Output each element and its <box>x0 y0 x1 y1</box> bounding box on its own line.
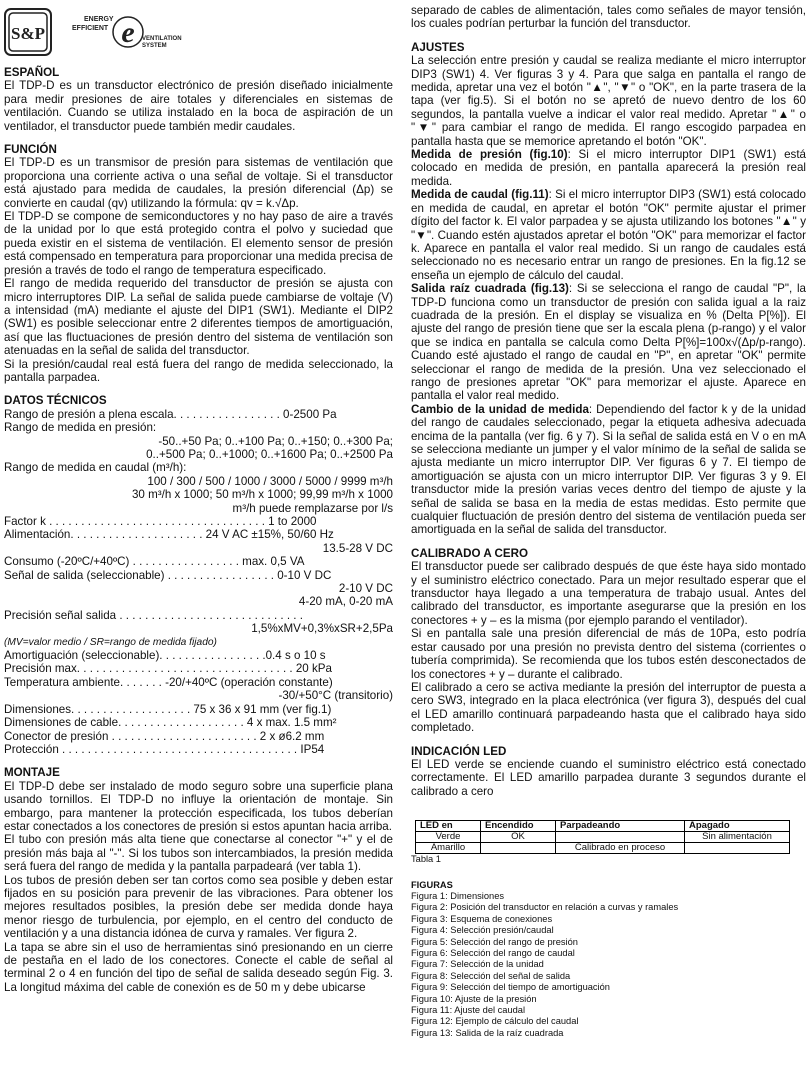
figure-item: Figura 7: Selección de la unidad <box>411 959 544 970</box>
text-salida-raiz: : Si se selecciona el rango de caudal "P", la TDP-D funciona como un transductor de presión con salida igual a la raiz cuadrada de la presión. En el display se visualiza en % (Delta P[%]). El ajuste del rango de presión tiene que ser la escala plena (p-rango) y el valor que se indica en pantalla se calcula como Delta P[%]=100x√(Δp/p-rango). Cuando esté ajustado el rango de caudal en "P", en apretar "OK" permite seleccionar el rango de medida de la presión. Una vez seleccionado el rango de presiones apretar "OK" para memorizar el ajuste. Aparece en pantalla el valor real medido. <box>411 282 806 403</box>
spec-flow-ranges-label: Rango de medida en caudal (m³/h): <box>4 461 187 475</box>
led-table-header-cell: Apagado <box>685 821 790 832</box>
led-table-header-cell: Encendido <box>481 821 556 832</box>
spec-power-ac: Alimentación. . . . . . . . . . . . . . . . . . . . . 24 V AC ±15%, 50/60 Hz <box>4 528 334 542</box>
spec-ambient-temp: Temperatura ambiente. . . . . . . -20/+40ºC (operación constante) <box>4 675 333 689</box>
led-table <box>415 820 790 854</box>
figure-item: Figura 13: Salida de la raíz cuadrada <box>411 1027 564 1038</box>
spec-flow-ranges-b: 30 m³/h x 1000; 50 m³/h x 1000; 99,99 m³/h x 1000 <box>131 488 393 502</box>
spec-power-dc: 13.5-28 V DC <box>322 541 393 555</box>
table-cell: Sin alimentación <box>685 832 790 843</box>
led-table-header <box>416 821 790 832</box>
led-table-header-cell: Parpadeando <box>556 821 685 832</box>
spec-cable: Dimensiones de cable. . . . . . . . . . . . . . . . . . . . 4 x max. 1.5 mm² <box>4 716 337 730</box>
table-row <box>416 843 790 854</box>
figure-item: Figura 11: Ajuste del caudal <box>411 1005 526 1016</box>
spec-output-signal: Señal de salida (seleccionable) . . . . . . . . . . . . . . . . . 0-10 V DC <box>4 568 332 582</box>
text-medida-presion: : Si el micro interruptor DIP1 (SW1) está colocado en medida de presión, en pantalla aparecerá la presión real medida. <box>411 148 806 188</box>
label-medida-presion: Medida de presión (fig.10) <box>411 148 568 162</box>
table-cell: Amarillo <box>416 843 481 854</box>
section-title-ajustes: AJUSTES <box>411 40 465 54</box>
paragraph-funcion-2: El TDP-D se compone de semiconductores y no hay paso de aire a través de la unidad por lo que está protegido contra el polvo y suciedad que pueda existir en el sistema de ventilación. El elemento sensor de presión está compensado en temperatura para proporcionar una medida precisa de presión a través de todo el rango de temperatura especificado. <box>4 210 393 277</box>
spec-pressure-ranges-b: 0..+500 Pa; 0..+1000; 0..+1600 Pa; 0..+2500 Pa <box>146 447 393 461</box>
table-row <box>416 832 790 843</box>
logo-brand-text: S&P <box>11 24 45 43</box>
spec-accuracy-value: 1,5%xMV+0,3%xSR+2,5Pa <box>251 622 393 636</box>
paragraph-montaje-4: La tapa se abre sin el uso de herramientas sinó presionando en un cierre de pestaña en el lado de los conectores. Conecte el cable de señal al terminal 2 o 4 en función del tipo de señal de salida deseado según Fig. 3. La longitud máxima del cable de conexión es de 50 m y debe ubicarse <box>4 940 393 994</box>
figure-item: Figura 9: Selección del tiempo de amortiguación <box>411 982 610 993</box>
spec-pressure-ranges-a: -50..+50 Pa; 0..+100 Pa; 0..+150; 0..+300 Pa; <box>158 434 393 448</box>
spec-output-signal-3: 4-20 mA, 0-20 mA <box>298 595 393 609</box>
figure-item: Figura 12: Ejemplo de cálculo del caudal <box>411 1016 579 1027</box>
text-cambio-unidad: : Dependiendo del factor k y de la unidad del rango de caudales seleccionado, pegar la etiqueta adhesiva adecuada encima de la pantalla (ver fig. 6 y 7). Si la señal de salida está en V o en mA se selecciona mediante un jumper y el valor mínimo de la señal de salida se ajusta mediante un micro interruptor DIP. Ver figuras 6 y 7. El tiempo de amortiguación se ajusta con un micro interruptor DIP. Ver figuras 3 y 9. El transductor mide la presión varias veces dentro del tiempo de ajuste y la señal de salida se basa en la media de estas medidas. Esto permite que cualquier fluctuación de presión dentro del sistema de ventilación pueda ser amortiguada en la señal de salida del transductor. <box>411 402 807 537</box>
spec-pressure-range: Rango de presión a plena escala. . . . . . . . . . . . . . . . . 0-2500 Pa <box>4 407 337 421</box>
section-title-espanol: ESPAÑOL <box>4 66 60 79</box>
section-title-montaje: MONTAJE <box>4 766 60 780</box>
paragraph-continuation: separado de cables de alimentación, tales como señales de mayor tensión, los cuales podrían perturbar la función del transductor. <box>411 4 806 31</box>
logo-line1: ENERGY <box>84 16 114 23</box>
spec-max-pressure: Precisión max. . . . . . . . . . . . . . . . . . . . . . . . . . . . . . . . . . 20 kPa <box>4 662 332 676</box>
label-salida-raiz: Salida raíz cuadrada (fig.13) <box>411 282 569 296</box>
paragraph-ajustes-1: La selección entre presión y caudal se realiza mediante el micro interruptor DIP3 (SW1) 4. Ver figuras 3 y 4. Para que salga en pantalla el rango de medida, apretar una vez el botón "▲", "▼" o "OK", en la parte trasera de la tapa (ver fig.5). Si el botón no se apretó de nuevo dentro de los 60 segundos, la pantalla vuelve a indicar el valor real medido. Apretar "▲" o "▼" para cambiar el rango de medida. El rango escogido parpadea en pantalla hasta que se memorice apretando el botón "OK". <box>411 54 806 148</box>
section-title-calibrado: CALIBRADO A CERO <box>411 546 529 560</box>
figure-item: Figura 1: Dimensiones <box>411 890 505 901</box>
paragraph-funcion-4: Si la presión/caudal real está fuera del rango de medida seleccionado, la pantalla parpadea. <box>4 357 393 384</box>
paragraph-calibrado-1: El transductor puede ser calibrado después de que éste haya sido montado y el suministro eléctrico conectado. Para un mejor resultado esperar que el transductor haya llegado a una temperatura de trabajo usual. Antes del calibrado del transductor, es importante asegurarse que la presión en los conectores + y – es la misma (por ejemplo parando el ventilador). <box>411 560 806 627</box>
paragraph-intro: El TDP-D es un transductor electrónico de presión diseñado inicialmente para medir presiones de aire totales y diferenciales en sistemas de ventilación. Cuando se utiliza instalado en la boca de aspiración de un ventilador, el transductor puede también medir caudales. <box>4 79 393 133</box>
section-title-led: INDICACIÓN LED <box>411 744 507 758</box>
left-column <box>4 66 393 994</box>
label-cambio-unidad: Cambio de la unidad de medida <box>411 402 589 416</box>
paragraph-funcion-3: El rango de medida requerido del transductor de presión se ajusta con micro interruptores DIP. La señal de salida puede cambiarse de voltaje (V) a intensidad (mA) mediante el ajuste del DIP1 (SW1). Mediante el DIP2 (SW1) es posible seleccionar entre 2 diferentes tiempos de amortiguación, así que las fluctuaciones de presión dentro del sistema de ventilación son atenuadas en la señal de salida del transductor. <box>4 277 393 358</box>
spec-consumption: Consumo (-20ºC/+40ºC) . . . . . . . . . . . . . . . . . max. 0,5 VA <box>4 555 305 569</box>
spec-ambient-temp-transient: -30/+50°C (transitorio) <box>278 689 393 703</box>
figure-item: Figura 4: Selección presión/caudal <box>411 925 554 936</box>
spec-output-signal-2: 2-10 V DC <box>338 582 393 596</box>
spec-damping: Amortiguación (seleccionable). . . . . . . . . . . . . . . . .0.4 s o 10 s <box>4 649 326 663</box>
spec-flow-ranges-c: m³/h puede remplazarse por l/s <box>232 501 393 515</box>
label-medida-caudal: Medida de caudal (fig.11) <box>411 188 549 202</box>
spec-connector: Conector de presión . . . . . . . . . . . . . . . . . . . . . . . 2 x ø6.2 mm <box>4 729 325 743</box>
table-cell <box>481 843 556 854</box>
paragraph-calibrado-2: Si en pantalla sale una presión diferencial de más de 10Pa, esto podría estar causado por una presión no prevista dentro del sistema (corrientes o tubería comprimida). Se recomienda que los tubos estén desconectados de los conectores + y – durante el calibrado. <box>411 627 806 681</box>
figure-item: Figura 2: Posición del transductor en relación a curvas y ramales <box>411 902 679 913</box>
figure-item: Figura 6: Selección del rango de caudal <box>411 948 575 958</box>
logo-line3: VENTILATION <box>142 36 182 42</box>
spec-dimensions: Dimensiones. . . . . . . . . . . . . . . . . . . 75 x 36 x 91 mm (ver fig.1) <box>4 702 332 716</box>
paragraph-medida-caudal <box>411 188 806 282</box>
section-title-figuras: FIGURAS <box>411 879 453 890</box>
paragraph-medida-presion <box>411 148 806 188</box>
figure-item: Figura 3: Esquema de conexiones <box>411 913 553 924</box>
paragraph-cambio-unidad <box>411 403 806 537</box>
paragraph-funcion-1: El TDP-D es un transmisor de presión para sistemas de ventilación que proporciona una corriente activa o una señal de voltaje. Si el transductor está ajustado para medida de caudales, la presión diferencial (Δp) se convierte en caudal (qv) utilizando la fórmula: qv = k.√Δp. <box>4 156 393 210</box>
table-cell: Verde <box>416 832 481 843</box>
led-table-header-cell: LED en <box>416 821 481 832</box>
brand-logo <box>4 8 214 58</box>
table-caption: Tabla 1 <box>411 854 441 865</box>
figure-item: Figura 10: Ajuste de la presión <box>411 993 537 1004</box>
paragraph-montaje-2: El tubo con presión más alta tiene que conectarse al conector "+" y el de presión más baja al "-". Si los tubos son intercambiados, la presión medida será fuera del rango de medida y la pantalla parpadeará (ver tabla 1). <box>4 833 393 874</box>
paragraph-calibrado-3: El calibrado a cero se activa mediante la presión del interruptor de puesta a cero SW3, integrado en la placa electrónica (ver figura 3), después del cual el LED amarillo continuará parpadeando hasta que el calibrado haya sido completado. <box>411 680 806 735</box>
figure-item: Figura 5: Selección del rango de presión <box>411 936 578 947</box>
paragraph-salida-raiz <box>411 282 806 403</box>
table-cell: OK <box>481 832 556 843</box>
spec-factor-k: Factor k . . . . . . . . . . . . . . . . . . . . . . . . . . . . . . . . . . 1 to 2000 <box>4 515 317 528</box>
paragraph-led-1: El LED verde se enciende cuando el suministro eléctrico está conectado correctamente. El LED amarillo parpadea durante 3 segundos durante el calibrado a cero <box>411 757 806 798</box>
table-cell <box>556 832 685 843</box>
right-column <box>411 4 806 1039</box>
spec-pressure-ranges-label: Rango de medida en presión: <box>4 421 157 435</box>
logo-line2: EFFICIENT <box>72 25 109 32</box>
spec-accuracy-note: (MV=valor medio / SR=rango de medida fijado) <box>4 636 217 648</box>
figure-item: Figura 8: Selección del señal de salida <box>411 970 571 981</box>
table-cell: Calibrado en proceso <box>556 843 685 854</box>
logo-e-letter: e <box>121 16 135 49</box>
logo-line4: SYSTEM <box>142 43 167 49</box>
table-cell <box>685 843 790 854</box>
text-medida-caudal: : Si el micro interruptor DIP3 (SW1) está colocado en medida de caudal, en apretar el botón "OK" permite ajustar el primer dígito del factor k. El valor parpadea y se ajusta utilizando los botones "▲" y "▼". Cuando estén ajustados apretar el botón "OK" para memorizar el factor k. Aparece en pantalla el valor real medido. Si un rango de caudales está seleccionado no es necesario entrar un rango de presiones. En la fig.12 se enseña un ejemplo de cálculo del caudal. <box>411 188 806 282</box>
paragraph-montaje-3: Los tubos de presión deben ser tan cortos como sea posible y deben estar fijados en su posición para prevenir de las vibraciones. Para obtener los mejores resultados posibles, la presión debe ser medida donde haya menor riesgo de turbulencia, por ejemplo, en el centro del conducto de ventilación y a una distancia idónea de curva y ramales. Ver figura 2. <box>4 873 393 941</box>
spec-flow-ranges-a: 100 / 300 / 500 / 1000 / 3000 / 5000 / 9999 m³/h <box>147 474 393 488</box>
sp-logo-graphic <box>4 8 214 58</box>
section-title-funcion: FUNCIÓN <box>4 143 57 157</box>
spec-accuracy: Precisión señal salida . . . . . . . . . . . . . . . . . . . . . . . . . . . . . <box>4 608 303 622</box>
paragraph-montaje-1: El TDP-D debe ser instalado de modo seguro sobre una superficie plana usando tornillos. El TDP-D no influye la orientación de montaje. Sin embargo, para mantener la protección especificada, los tubos deberían estar conectados a los conectores de presión si estos apuntan hacia arriba. <box>4 779 393 833</box>
spec-protection: Protección . . . . . . . . . . . . . . . . . . . . . . . . . . . . . . . . . . . . . IP54 <box>4 742 325 756</box>
section-title-datos: DATOS TÉCNICOS <box>4 394 107 408</box>
